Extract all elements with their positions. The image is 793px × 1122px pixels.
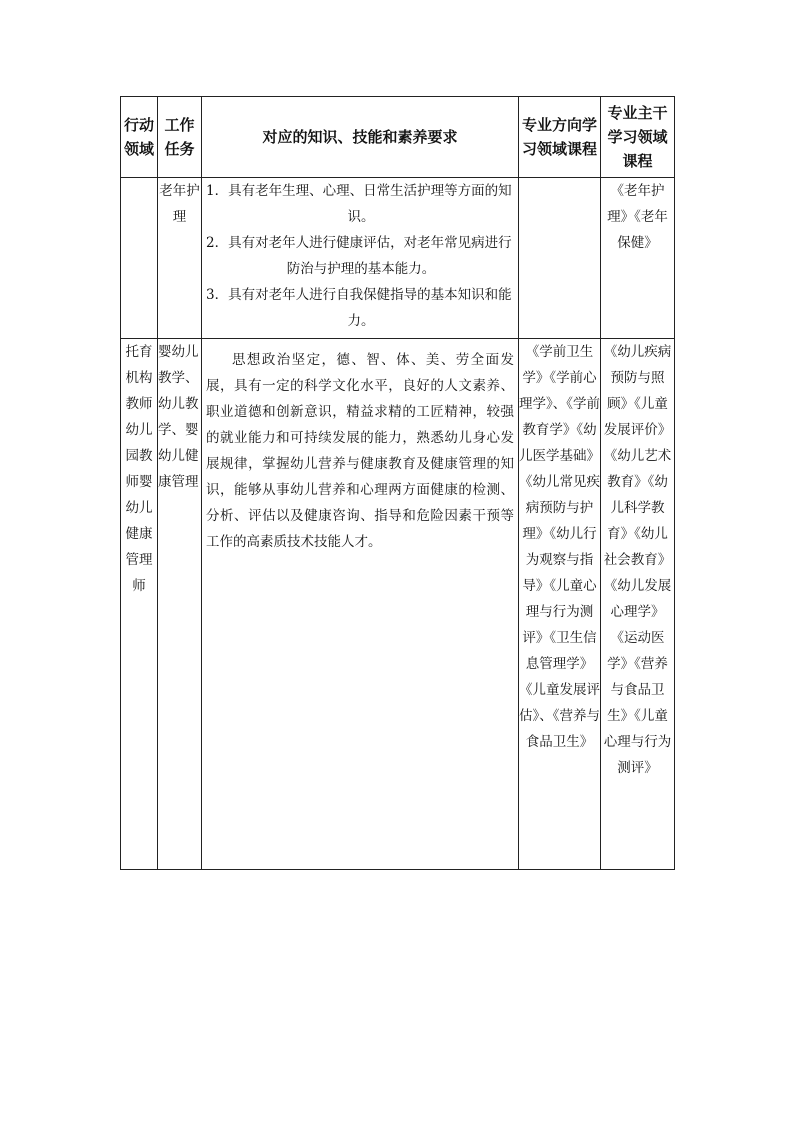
requirement-item xyxy=(202,230,518,282)
requirement-item xyxy=(202,178,518,230)
curriculum-table xyxy=(120,96,675,870)
requirement-continuation: 识。 xyxy=(347,209,375,225)
requirement-line: 3．具有对老年人进行自我保健指导的基本知识和能 xyxy=(206,287,512,303)
requirement-line: 2．具有对老年人进行健康评估，对老年常见病进行 xyxy=(206,235,512,251)
cell-task: 婴幼儿教学、幼儿教学、婴幼儿健康管理 xyxy=(158,339,202,870)
cell-direction-courses: 《学前卫生学》《学前心理学》、《学前教育学》《幼儿医学基础》《幼儿常见疾病预防与护理》《幼儿行为观察与指导》《儿童心理与行为测评》《卫生信息管理学》《儿童发展评估》、《营养与食品卫生》 xyxy=(519,339,601,870)
header-main-courses: 专业主干学习领域课程 xyxy=(601,97,675,178)
header-direction-courses: 专业方向学习领域课程 xyxy=(519,97,601,178)
cell-main-courses: 《老年护理》《老年保健》 xyxy=(601,178,675,339)
cell-direction-courses xyxy=(519,178,601,339)
requirement-continuation: 防治与护理的基本能力。 xyxy=(286,261,436,277)
table-row xyxy=(121,178,675,339)
cell-task: 老年护理 xyxy=(158,178,202,339)
cell-domain xyxy=(121,178,158,339)
cell-requirements xyxy=(202,178,519,339)
requirement-line: 1．具有老年生理、心理、日常生活护理等方面的知 xyxy=(206,183,512,199)
header-requirements: 对应的知识、技能和素养要求 xyxy=(202,97,519,178)
header-domain: 行动领域 xyxy=(121,97,158,178)
requirement-continuation: 力。 xyxy=(347,313,375,329)
header-row xyxy=(121,97,675,178)
requirement-paragraph: 思想政治坚定，德、智、体、美、劳全面发展，具有一定的科学文化水平，良好的人文素养、职业道德和创新意识，精益求精的工匠精神，较强的就业能力和可持续发展的能力，熟悉幼儿身心发展规律，掌握幼儿营养与健康教育及健康管理的知识，能够从事幼儿营养和心理两方面健康的检测、分析、评估以及健康咨询、指导和危险因素干预等工作的高素质技术技能人才。 xyxy=(206,352,514,550)
table-row xyxy=(121,339,675,870)
cell-requirements xyxy=(202,339,519,870)
requirement-item xyxy=(202,282,518,334)
cell-main-courses: 《幼儿疾病预防与照顾》《儿童发展评价》《幼儿艺术教育》《幼儿科学教育》《幼儿社会教育》《幼儿发展心理学》《运动医学》《营养与食品卫生》《儿童心理与行为测评》 xyxy=(601,339,675,870)
cell-domain: 托育机构教师幼儿园教师婴幼儿健康管理师 xyxy=(121,339,158,870)
header-task: 工作任务 xyxy=(158,97,202,178)
